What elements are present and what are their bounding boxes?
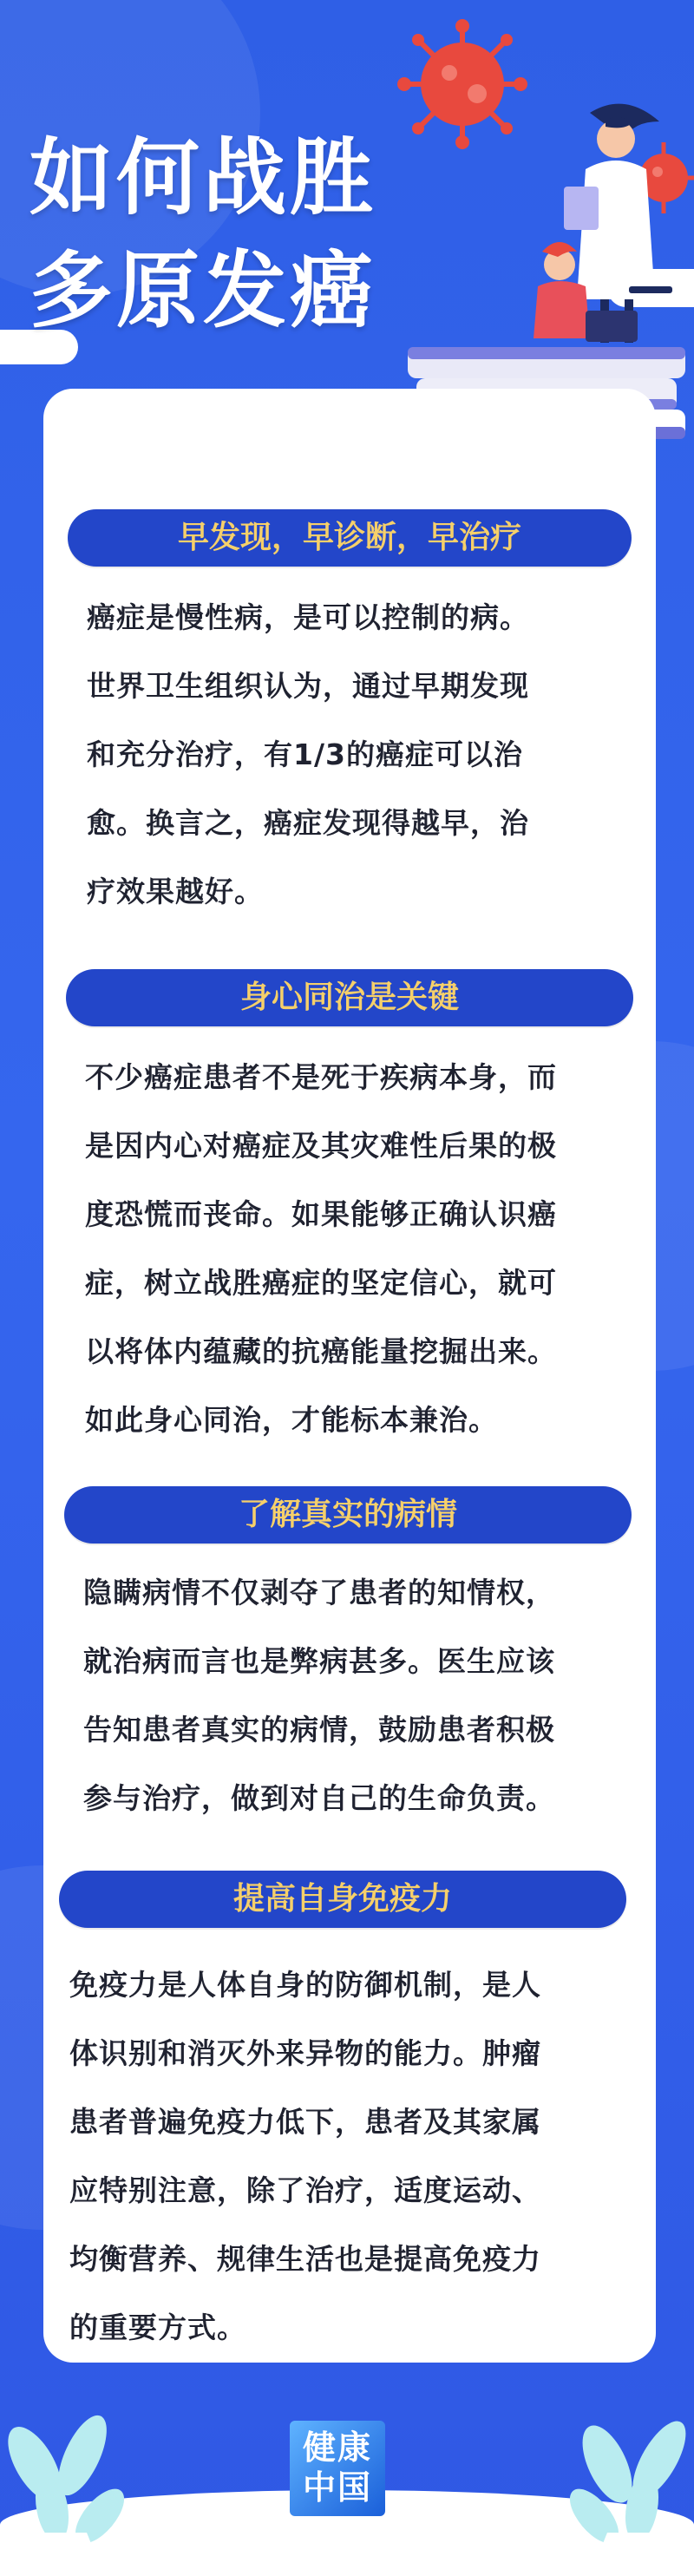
body-line: 和充分治疗，有1/3的癌症可以治 [87,737,523,771]
page-title [29,121,376,347]
section-heading: 身心同治是关键 [66,969,633,1026]
plant-icon [564,2395,694,2576]
body-line: 告知患者真实的病情，鼓励患者积极 [83,1713,555,1747]
body-line: 体识别和消灭外来异物的能力。肿瘤 [69,2036,541,2070]
body-line: 隐瞒病情不仅剥夺了患者的知情权， [83,1576,555,1609]
body-line: 癌症是慢性病，是可以控制的病。 [87,600,529,634]
body-line: 就治病而言也是弊病甚多。医生应该 [83,1644,555,1678]
section-heading: 提高自身免疫力 [59,1871,626,1928]
body-line: 疗效果越好。 [87,875,264,908]
body-line: 症，树立战胜癌症的坚定信心，就可 [85,1266,557,1300]
body-line: 参与治疗，做到对自己的生命负责。 [83,1781,555,1815]
body-line: 的重要方式。 [69,2311,246,2344]
body-line: 以将体内蕴藏的抗癌能量挖掘出来。 [85,1334,557,1368]
plant-icon [0,2395,130,2576]
body-line: 患者普遍免疫力低下，患者及其家属 [69,2105,541,2139]
section-heading: 了解真实的病情 [64,1486,632,1544]
body-line: 免疫力是人体自身的防御机制，是人 [69,1968,541,2002]
body-line: 是因内心对癌症及其灾难性后果的极 [85,1129,557,1163]
section-heading: 早发现，早诊断，早治疗 [68,509,632,567]
section-body [69,1950,541,2362]
body-line: 愈。换言之，癌症发现得越早，治 [87,806,529,840]
body-line: 不少癌症患者不是死于疾病本身，而 [85,1060,557,1094]
logo-line-2: 中国 [302,2468,372,2507]
body-line: 度恐慌而丧命。如果能够正确认识癌 [85,1197,557,1231]
section-body [87,583,529,926]
title-line-1: 如何战胜 [29,129,376,226]
title-line-2: 多原发癌 [29,242,376,339]
body-line: 如此身心同治，才能标本兼治。 [85,1403,498,1437]
body-line: 世界卫生组织认为，通过早期发现 [87,669,529,703]
body-line: 均衡营养、规律生活也是提高免疫力 [69,2242,541,2276]
logo-line-1: 健康 [302,2429,372,2467]
health-china-logo [290,2421,385,2516]
section-body [85,1043,557,1454]
body-line: 应特别注意，除了治疗，适度运动、 [69,2173,541,2207]
section-body [83,1558,555,1832]
